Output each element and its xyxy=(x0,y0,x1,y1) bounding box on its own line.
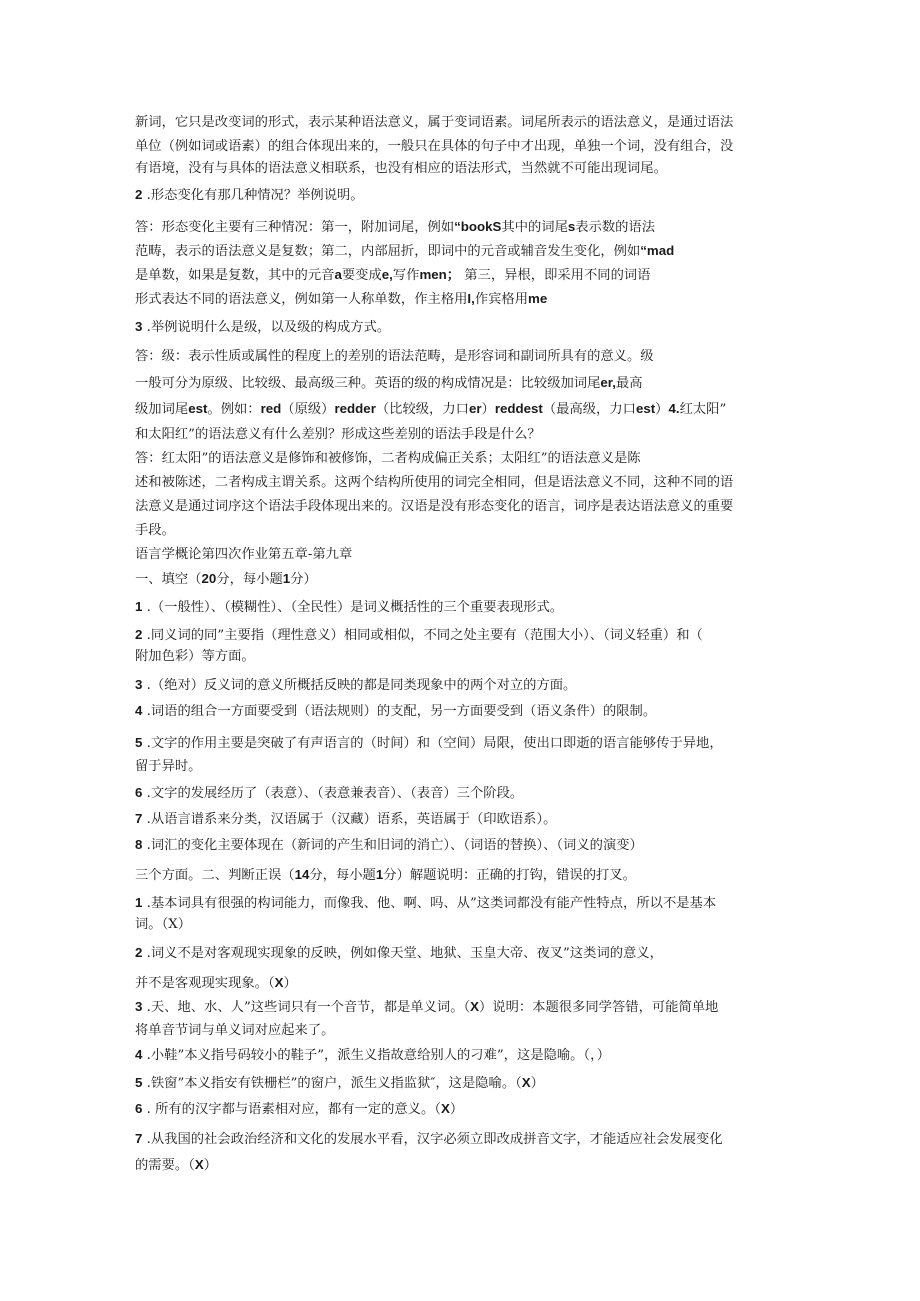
text-line xyxy=(135,1100,790,1119)
bold-run: 4 xyxy=(135,1047,143,1062)
text-line xyxy=(135,702,790,721)
bold-run: er xyxy=(468,401,482,416)
bold-run: 6 xyxy=(135,1101,143,1116)
text-line xyxy=(135,348,790,366)
bold-run: X xyxy=(194,1157,204,1172)
text-line xyxy=(135,784,790,803)
bold-run: I, xyxy=(467,291,475,306)
bold-run: me xyxy=(528,291,548,306)
text-line xyxy=(135,810,790,829)
text-run: .文字的作用主要是突破了有声语言的（时间）和（空间）局限，使出口即逝的语言能够传于异地， xyxy=(142,736,723,751)
text-run: 第三，异根，即采用不同的词语 xyxy=(460,268,651,283)
text-line xyxy=(135,522,790,540)
bold-run: 6 xyxy=(135,785,143,800)
text-line xyxy=(135,290,790,309)
bold-run: 20 xyxy=(201,571,217,586)
text-run: 三个方面。二、判断正误（ xyxy=(135,868,295,883)
text-line xyxy=(135,498,790,516)
text-line xyxy=(135,426,790,444)
text-run: 新词，它只是改变词的形式，表示某种语法意义，属于变词语素。词尾所表示的语法意义，是通过语法 xyxy=(135,115,734,130)
text-run: ） xyxy=(655,402,669,417)
text-line xyxy=(135,570,790,589)
text-run: ）说明：本题很多同学答错，可能简单地 xyxy=(479,1000,719,1015)
text-run: 有语境，没有与具体的语法意义相联系，也没有相应的语法形式，当然就不可能出现词尾。 xyxy=(135,161,667,176)
text-line xyxy=(135,114,790,132)
bold-run: 1 xyxy=(282,571,291,586)
text-run: .小鞋”本义指号码较小的鞋子”，派生义指故意给别人的刁难”，这是隐喻。（，） xyxy=(142,1048,611,1063)
bold-run: X xyxy=(521,1075,531,1090)
text-run: .同义词的同”主要指（理性意义）相同或相似，不同之处主要有（范围大小）、（词义轻重）和（ xyxy=(142,628,703,643)
text-line xyxy=(135,1156,790,1175)
bold-run: 7 xyxy=(135,1131,143,1146)
text-run: 分，每小题 xyxy=(309,868,376,883)
bold-run: redder xyxy=(334,401,376,416)
text-line xyxy=(135,400,790,419)
text-run: 表示数的语法 xyxy=(575,220,656,235)
bold-run: er, xyxy=(600,375,616,390)
text-run: （比较级，力口 xyxy=(375,402,469,417)
text-line xyxy=(135,474,790,492)
text-line xyxy=(135,944,790,963)
bold-run: 7 xyxy=(135,811,143,826)
text-run: 要变成 xyxy=(341,268,382,283)
bold-run: X xyxy=(274,975,284,990)
text-run: ） xyxy=(530,1076,544,1091)
bold-run: X xyxy=(470,999,480,1014)
bold-run: 1 xyxy=(375,867,384,882)
text-line xyxy=(135,648,790,666)
text-line xyxy=(135,598,790,617)
text-run: .词汇的变化主要体现在（新词的产生和旧词的消亡）、（词语的替换）、（词义的演变） xyxy=(142,838,643,853)
bold-run: 2 xyxy=(135,945,143,960)
text-run: 范畴，表示的语法意义是复数；第二，内部屈折，即词中的元音或辅音发生变化，例如 xyxy=(135,244,641,259)
text-run: .基本词具有很强的构词能力，而像我、他、啊、吗、从”这类词都没有能产性特点，所以不是基本 xyxy=(142,896,717,911)
bold-run: reddest xyxy=(494,401,543,416)
text-line xyxy=(135,998,790,1017)
text-run: 手段。 xyxy=(135,523,175,538)
text-run: 级加词尾 xyxy=(135,402,189,417)
text-line xyxy=(135,218,790,237)
text-run: 其中的词尾 xyxy=(501,220,568,235)
text-line xyxy=(135,138,790,156)
bold-run: “bookS xyxy=(454,219,502,234)
text-run: 并不是客观现实现象。（ xyxy=(135,976,275,991)
text-line xyxy=(135,974,790,993)
text-line xyxy=(135,1022,790,1040)
bold-run: s xyxy=(567,219,576,234)
text-line xyxy=(135,546,790,564)
text-run: 分）解题说明：正确的打钩，错误的打叉。 xyxy=(383,868,636,883)
bold-run: 3 xyxy=(135,999,143,1014)
bold-run: 2 xyxy=(135,187,143,202)
text-run: .词义不是对客观现实现象的反映，例如像天堂、地狱、玉皇大帝、夜叉”这类词的意义， xyxy=(142,946,663,961)
text-run: .天、地、水、人”这些词只有一个音节，都是单义词。（ xyxy=(142,1000,471,1015)
text-run: 和太阳红”的语法意义有什么差别？形成这些差别的语法手段是什么？ xyxy=(135,427,541,442)
text-run: 法意义是通过词序这个语法手段体现出来的。汉语是没有形态变化的语言，词序是表达语法意义的重要 xyxy=(135,499,734,514)
text-run: 述和被陈述，二者构成主谓关系。这两个结构所使用的词完全相同，但是语法意义不同，这种不同的语 xyxy=(135,475,734,490)
bold-run: est xyxy=(188,401,208,416)
text-run: 单位（例如词或语素）的组合体现出来的，一般只在具体的句子中才出现，单独一个词，没有组合，没 xyxy=(135,139,734,154)
text-line xyxy=(135,242,790,261)
bold-run: 4. xyxy=(668,401,680,416)
text-run: .词语的组合一方面要受到（语法规则）的支配，另一方面要受到（语义条件）的限制。 xyxy=(142,704,657,719)
bold-run: 1 xyxy=(135,599,143,614)
text-run: 是单数，如果是复数，其中的元音 xyxy=(135,268,335,283)
text-run: 留于异时。 xyxy=(135,759,202,774)
bold-run: 3 xyxy=(135,677,143,692)
text-line xyxy=(135,866,790,885)
text-run: 答：红太阳”的语法意义是修饰和被修饰，二者构成偏正关系；太阳红”的语法意义是陈 xyxy=(135,451,641,466)
text-run: 一、填空（ xyxy=(135,572,202,587)
bold-run: 2 xyxy=(135,627,143,642)
text-line xyxy=(135,318,790,337)
bold-run: 5 xyxy=(135,735,143,750)
text-run: .举例说明什么是级，以及级的构成方式。 xyxy=(142,320,391,335)
text-line xyxy=(135,676,790,695)
text-line xyxy=(135,916,790,934)
bold-run: 14 xyxy=(294,867,310,882)
text-line xyxy=(135,1130,790,1149)
bold-run: 4 xyxy=(135,703,143,718)
text-run: 答：级：表示性质或属性的程度上的差别的语法范畴，是形容词和副词所具有的意义。级 xyxy=(135,349,654,364)
text-line xyxy=(135,734,790,753)
text-line xyxy=(135,836,790,855)
text-line xyxy=(135,186,790,205)
text-line xyxy=(135,160,790,178)
text-run: .（一般性）、（模糊性）、（全民性）是词义概括性的三个重要表现形式。 xyxy=(142,600,564,615)
bold-run: 1 xyxy=(135,895,143,910)
text-run: 语言学概论第四次作业第五章-第九章 xyxy=(135,547,353,562)
text-run: 附加色彩）等方面。 xyxy=(135,649,255,664)
text-run: .（绝对）反义词的意义所概括反映的都是同类现象中的两个对立的方面。 xyxy=(142,678,577,693)
text-run: . 所有的汉字都与语素相对应，都有一定的意义。（ xyxy=(142,1102,441,1117)
text-run: ） xyxy=(203,1158,218,1173)
text-run: ） xyxy=(283,976,297,991)
text-run: 答：形态变化主要有三种情况：第一，附加词尾，例如 xyxy=(135,220,455,235)
text-run: 分） xyxy=(290,572,317,587)
text-run: 红太阳” xyxy=(679,402,727,417)
bold-run: red xyxy=(260,401,282,416)
bold-run: X xyxy=(440,1101,450,1116)
text-run: 的需要。（ xyxy=(135,1158,195,1173)
text-run: .形态变化有那几种情况？举例说明。 xyxy=(142,188,364,203)
text-run: ） xyxy=(481,402,495,417)
text-line xyxy=(135,1074,790,1093)
text-run: 最高 xyxy=(615,376,643,391)
text-run: .铁窗”本义指安有铁栅栏”的窗户，派生义指监狱″，这是隐喻。（ xyxy=(142,1076,522,1091)
text-run: .从我国的社会政治经济和文化的发展水平看，汉字必须立即改成拼音文字，才能适应社会发展变化 xyxy=(142,1132,723,1147)
text-run: 词。（X） xyxy=(135,917,192,932)
text-run: 作宾格用 xyxy=(474,292,528,307)
bold-run: “mad xyxy=(640,243,675,258)
bold-run: e, xyxy=(381,267,393,282)
bold-run: 3 xyxy=(135,319,143,334)
text-line xyxy=(135,894,790,913)
bold-run: 8 xyxy=(135,837,143,852)
text-run: 形式表达不同的语法意义，例如第一人称单数，作主格用 xyxy=(135,292,468,307)
text-run: .从语言谱系来分类，汉语属于（汉藏）语系，英语属于（印欧语系）。 xyxy=(142,812,557,827)
text-line xyxy=(135,450,790,468)
text-run: （最高级，力口 xyxy=(542,402,636,417)
text-run: 分，每小题 xyxy=(216,572,283,587)
text-line xyxy=(135,266,790,285)
text-line xyxy=(135,626,790,645)
text-line xyxy=(135,758,790,776)
bold-run: 5 xyxy=(135,1075,143,1090)
text-line xyxy=(135,374,790,393)
text-run: 将单音节词与单义词对应起来了。 xyxy=(135,1023,335,1038)
text-run: .文字的发展经历了（表意）、（表意兼表音）、（表音）三个阶段。 xyxy=(142,786,524,801)
text-run: 。例如： xyxy=(207,402,261,417)
text-line xyxy=(135,1046,790,1065)
text-run: ） xyxy=(449,1102,464,1117)
bold-run: a xyxy=(334,267,342,282)
text-run: 写作 xyxy=(392,268,420,283)
bold-run: est xyxy=(635,401,656,416)
text-run: （原级） xyxy=(281,402,335,417)
text-run: 一般可分为原级、比较级、最高级三种。英语的级的构成情况是：比较级加词尾 xyxy=(135,376,601,391)
bold-run: men； xyxy=(419,267,461,282)
